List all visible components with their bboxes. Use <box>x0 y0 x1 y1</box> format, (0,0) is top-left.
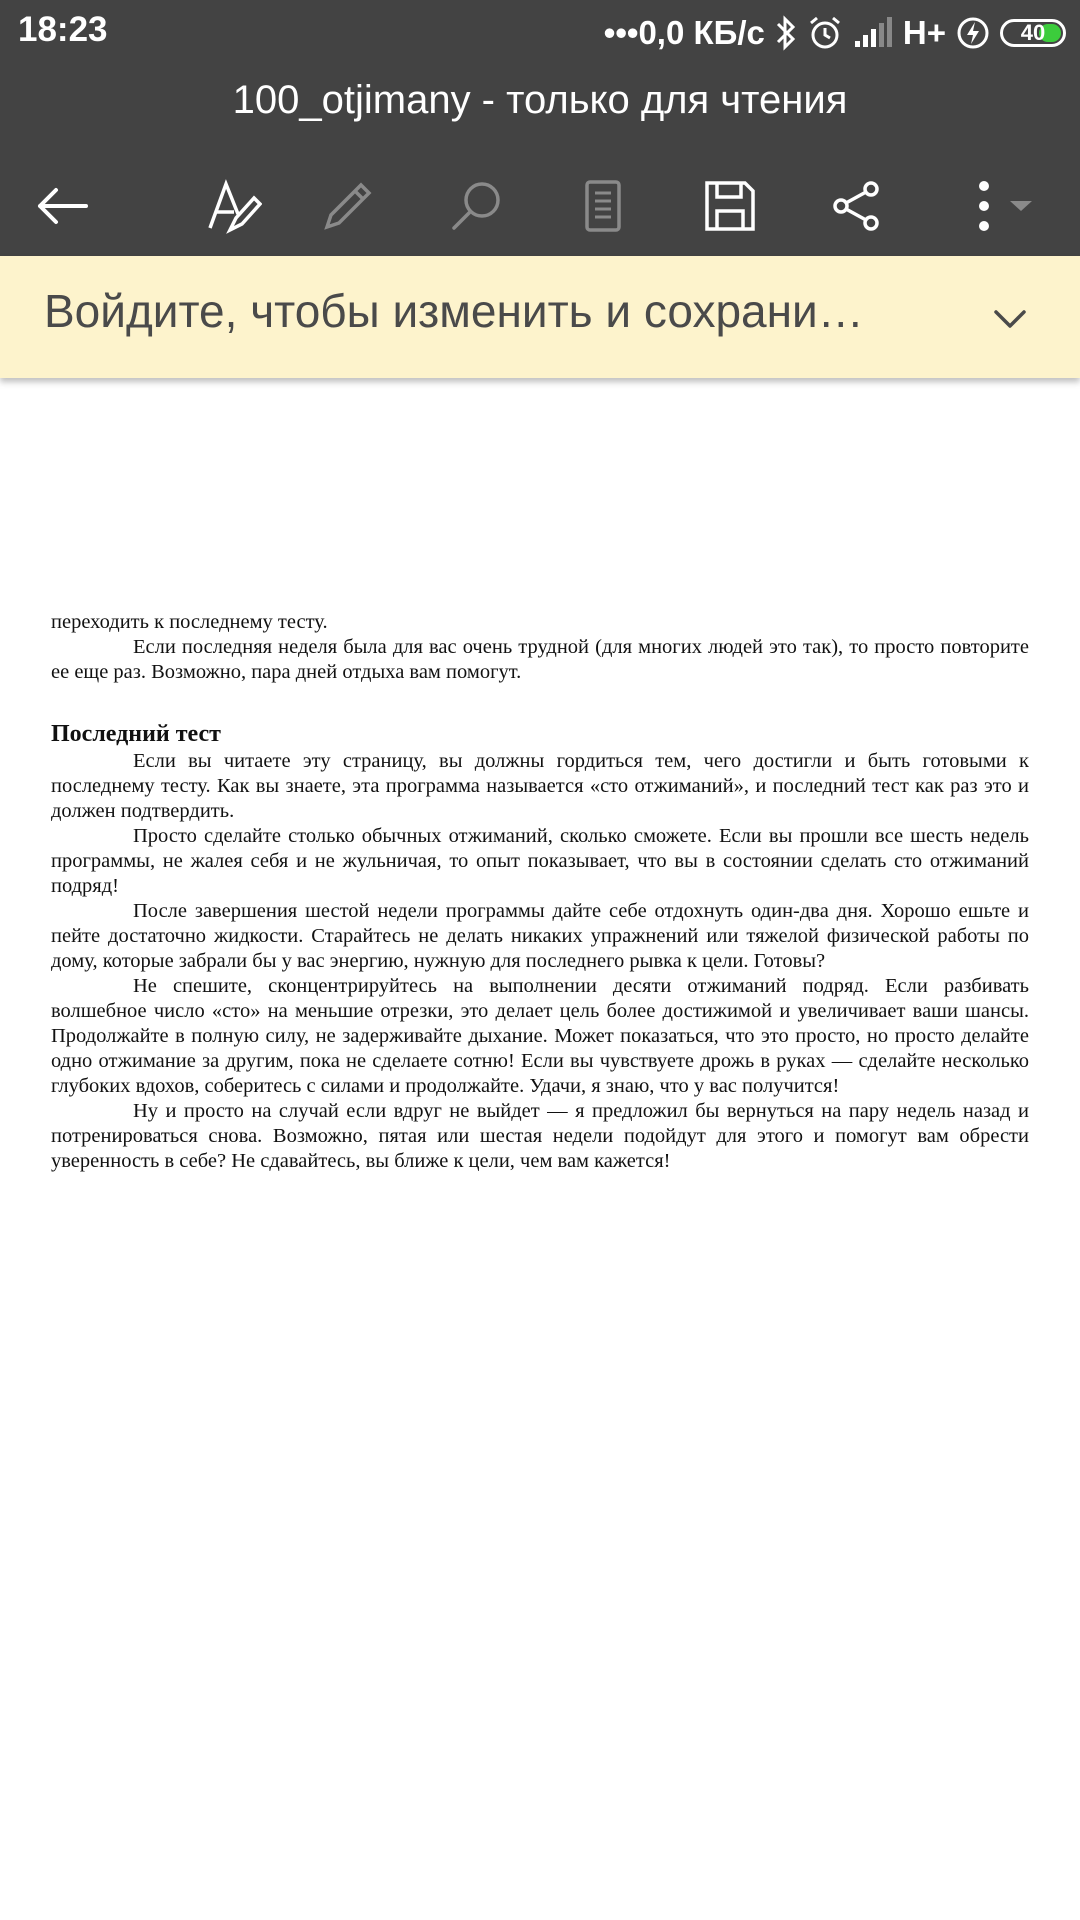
pencil-icon <box>321 179 375 233</box>
save-button[interactable] <box>680 156 780 256</box>
search-icon <box>448 178 504 234</box>
bluetooth-icon <box>775 15 797 51</box>
more-icon <box>960 179 1040 233</box>
text-edit-icon <box>206 178 262 234</box>
status-icons <box>604 10 1066 56</box>
status-bar <box>0 0 1080 66</box>
document-page <box>0 683 1080 1920</box>
save-icon <box>703 179 757 233</box>
back-button[interactable] <box>12 156 112 256</box>
section-heading: Последний тест <box>51 721 221 747</box>
paragraph: Не спешите, сконцентрируйтесь на выполнении десяти отжиманий подряд. Если разбивать волшебное число «сто» на меньшие отрезки, это делает цель более достижимой и увеличивает ваши шансы. Продолжайте в полную силу, не задерживайте дыхание. Может показаться, что это просто, но просто делайте одно отжимание за другим, пока не сделаете сотню! Если вы чувствуете дрожь в руках — сделайте несколько глубоких вдохов, соберитесь с силами и продолжайте. Удачи, я знаю, что у вас получится! <box>51 975 1029 1097</box>
reading-mode-button[interactable] <box>553 156 653 256</box>
app-bar <box>0 66 1080 256</box>
paragraph: Если вы читаете эту страницу, вы должны гордиться тем, чего достигли и быть готовыми к последнему тесту. Как вы знаете, эта программа называется «сто отжиманий», и последний тест как раз это и должен подтвердить. <box>51 750 1029 822</box>
text-edit-button[interactable] <box>184 156 284 256</box>
share-icon <box>829 179 883 233</box>
paragraph: Если последняя неделя была для вас очень трудной (для многих людей это так), то просто повторите ее еще раз. Возможно, пара дней отдыха вам помогут. <box>51 636 1029 683</box>
network-type: H+ <box>902 14 946 51</box>
search-button[interactable] <box>426 156 526 256</box>
banner-message: Войдите, чтобы изменить и сохрани… <box>44 285 864 337</box>
sign-in-banner[interactable] <box>0 256 1080 378</box>
charging-icon <box>956 15 990 51</box>
clock: 18:23 <box>18 10 108 49</box>
back-arrow-icon <box>34 186 90 226</box>
paragraph: Ну и просто на случай если вдруг не выйдет — я предложил бы вернуться на пару недель назад и потренироваться снова. Возможно, пятая или шестая недели подойдут для этого и помогут вам обрести уверенность в себе? Не сдавайтесь, вы ближе к цели, чем вам кажется! <box>51 1100 1029 1172</box>
paragraph: Просто сделайте столько обычных отжиманий, сколько сможете. Если вы прошли все шесть недель программы, не жалея себя и не жульничая, то опыт показывает, что вы в состоянии сделать сто отжиманий подряд! <box>51 825 1029 897</box>
paragraph-fragment: переходить к последнему тесту. <box>51 611 328 633</box>
paragraph: После завершения шестой недели программы дайте себе отдохнуть один-два дня. Хорошо ешьте и пейте достаточно жидкости. Старайтесь не делать никаких упражнений или тяжелой физической работы по дому, которые забрали бы у вас энергию, нужную для последнего рывка к цели. Готовы? <box>51 900 1029 972</box>
toolbar <box>0 156 1080 256</box>
share-button[interactable] <box>806 156 906 256</box>
reading-mode-icon <box>583 179 623 233</box>
network-speed: •••0,0 КБ/с <box>603 14 765 51</box>
document-viewer[interactable] <box>0 256 1080 1920</box>
edit-button[interactable] <box>298 156 398 256</box>
document-title: 100_otjimany - только для чтения <box>232 78 848 122</box>
battery-indicator <box>1000 19 1066 47</box>
chevron-down-icon[interactable] <box>986 294 1034 342</box>
more-button[interactable] <box>940 156 1060 256</box>
alarm-icon <box>807 15 843 51</box>
battery-level: 40 <box>1020 20 1046 45</box>
signal-icon <box>853 17 893 49</box>
